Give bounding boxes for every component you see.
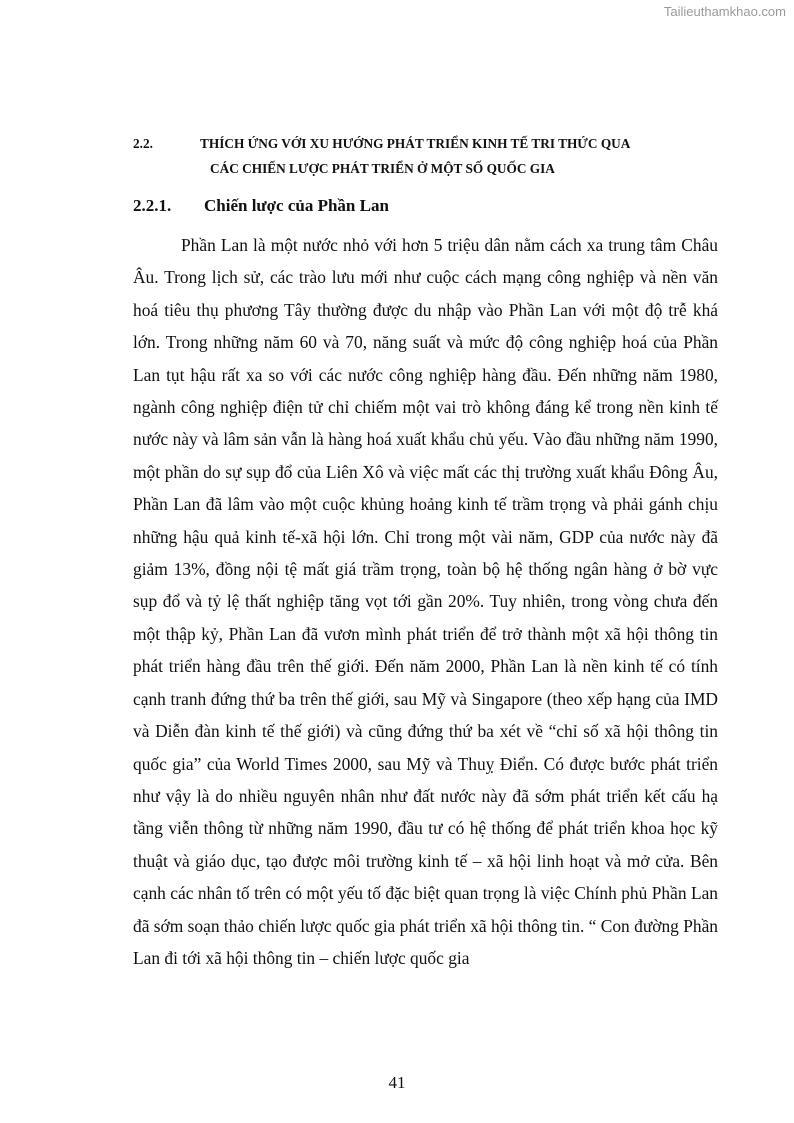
section-title-line-1: THÍCH ỨNG VỚI XU HƯỚNG PHÁT TRIỂN KINH TẾ TRI THỨC QUA — [200, 136, 631, 151]
section-title — [200, 131, 740, 181]
subsection-title: Chiến lược của Phần Lan — [204, 196, 389, 215]
page-number: 41 — [388, 1073, 406, 1092]
subsection-number: 2.2.1. — [133, 196, 172, 215]
section-title-line-2: CÁC CHIẾN LƯỢC PHÁT TRIỂN Ở MỘT SỐ QUỐC GIA — [210, 161, 555, 176]
section-number: 2.2. — [133, 136, 153, 151]
body-paragraph: Phần Lan là một nước nhỏ với hơn 5 triệu dân nằm cách xa trung tâm Châu Âu. Trong lịch sử, các trào lưu mới như cuộc cách mạng công nghiệp và nền văn hoá tiêu thụ phương Tây thường được du nhập vào Phần Lan với một độ trễ khá lớn. Trong những năm 60 và 70, năng suất và mức độ công nghiệp hoá của Phần Lan tụt hậu rất xa so với các nước công nghiệp hàng đầu. Đến những năm 1980, ngành công nghiệp điện tử chỉ chiếm một vai trò không đáng kể trong nền kinh tế nước này và lâm sản vẫn là hàng hoá xuất khẩu chủ yếu. Vào đầu những năm 1990, một phần do sự sụp đổ của Liên Xô và việc mất các thị trường xuất khẩu Đông Âu, Phần Lan đã lâm vào một cuộc khủng hoảng kinh tế trầm trọng và phải gánh chịu những hậu quả kinh tế-xã hội lớn. Chỉ trong một vài năm, GDP của nước này đã giảm 13%, đồng nội tệ mất giá trầm trọng, toàn bộ hệ thống ngân hàng ở bờ vực sụp đổ và tỷ lệ thất nghiệp tăng vọt tới gần 20%. Tuy nhiên, trong vòng chưa đến một thập kỷ, Phần Lan đã vươn mình phát triển để trở thành một xã hội thông tin phát triển hàng đầu trên thế giới. Đến năm 2000, Phần Lan là nền kinh tế có tính cạnh tranh đứng thứ ba trên thế giới, sau Mỹ và Singapore (theo xếp hạng của IMD và Diễn đàn kinh tế thế giới) và cũng đứng thứ ba xét về “chỉ số xã hội thông tin quốc gia” của World Times 2000, sau Mỹ và Thuỵ Điển. Có được bước phát triển như vậy là do nhiều nguyên nhân như đất nước này đã sớm phát triển kết cấu hạ tầng viễn thông từ những năm 1990, đầu tư có hệ thống để phát triển khoa học kỹ thuật và giáo dục, tạo được môi trường kinh tế – xã hội linh hoạt và mở cửa. Bên cạnh các nhân tố trên có một yếu tố đặc biệt quan trọng là việc Chính phủ Phần Lan đã sớm soạn thảo chiến lược quốc gia phát triển xã hội thông tin. “ Con đường Phần Lan đi tới xã hội thông tin – chiến lược quốc gia — [133, 235, 718, 968]
watermark: Tailieuthamkhao.com — [663, 4, 786, 19]
